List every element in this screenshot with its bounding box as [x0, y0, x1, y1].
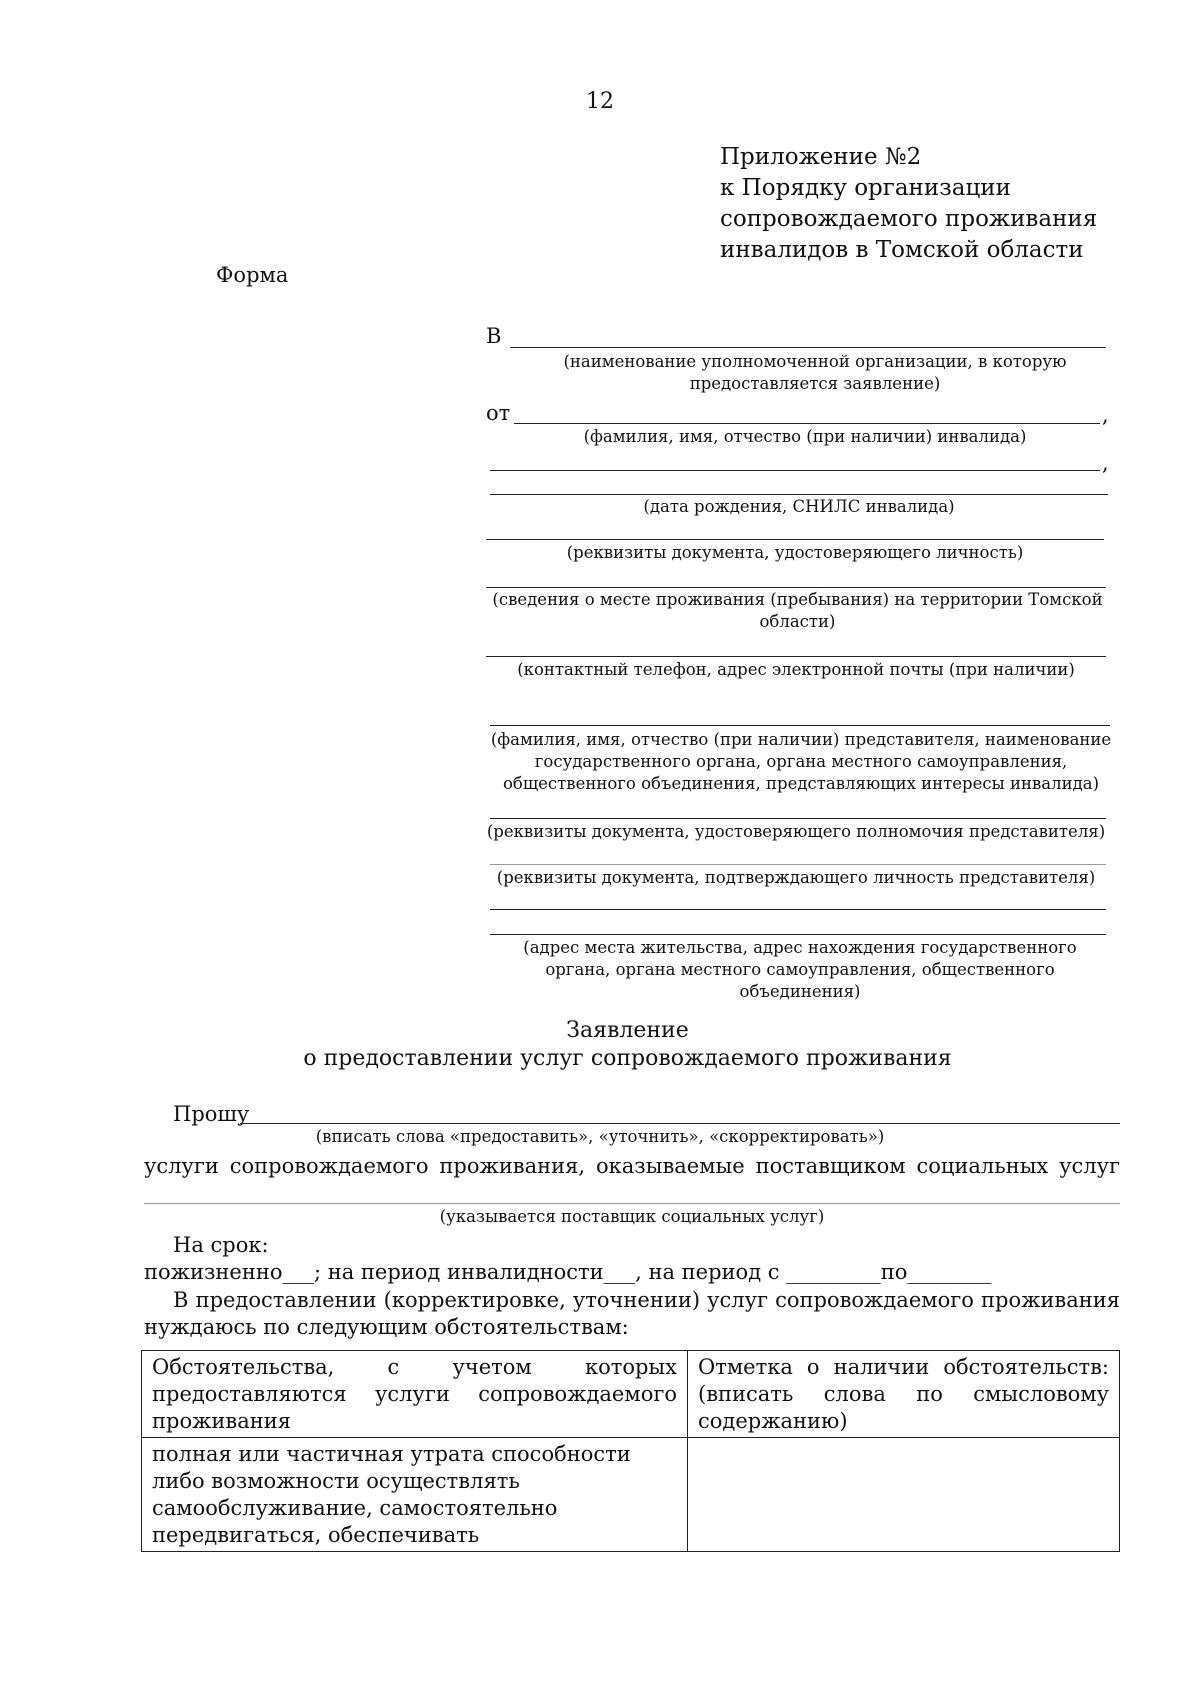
- representative-caption: (фамилия, имя, отчество (при наличии) представителя, наименование государственного органа, органа местного самоуправления, общественного объединения, представляющих интересы инвалида): [490, 730, 1112, 793]
- circumstances-intro: В предоставлении (корректировке, уточнении) услуг сопровождаемого проживания нуждаюсь по следующим обстоятельствам:: [144, 1288, 1120, 1339]
- name-continued-line[interactable]: [490, 470, 1100, 471]
- rep-identity-caption: (реквизиты документа, подтверждающего личность представителя): [496, 868, 1096, 887]
- rep-authority-field-line[interactable]: [490, 818, 1106, 819]
- rep-address-field-line-1[interactable]: [490, 909, 1106, 910]
- page-number: 12: [586, 89, 614, 114]
- appendix-title: Приложение №2: [720, 144, 922, 170]
- rep-authority-caption: (реквизиты документа, удостоверяющего полномочия представителя): [486, 822, 1106, 841]
- comma: ,: [1102, 403, 1109, 427]
- from-field-line[interactable]: [514, 423, 1100, 424]
- id-doc-caption: (реквизиты документа, удостоверяющего личность): [566, 543, 1024, 562]
- comma: ,: [1102, 451, 1109, 475]
- table-row: [142, 1438, 1120, 1552]
- rep-address-caption: (адрес места жительства, адрес нахождения государственного органа, органа местного самоуправления, общественного объединения): [523, 938, 1077, 1001]
- rep-address-field-line-2[interactable]: [490, 934, 1106, 935]
- table-cell-mark[interactable]: [688, 1438, 1120, 1552]
- residence-field-line[interactable]: [486, 587, 1106, 588]
- form-label: Форма: [216, 263, 289, 287]
- contact-field-line[interactable]: [486, 656, 1106, 657]
- services-line: услуги сопровождаемого проживания, оказываемые поставщиком социальных услуг: [144, 1154, 1120, 1178]
- provider-field-line[interactable]: [144, 1203, 1120, 1204]
- statement-subtitle: о предоставлении услуг сопровождаемого проживания: [303, 1046, 952, 1071]
- to-field-line[interactable]: [510, 347, 1106, 348]
- name-caption: (фамилия, имя, отчество (при наличии) инвалида): [583, 427, 1027, 446]
- rep-identity-field-line[interactable]: [490, 864, 1106, 865]
- request-caption: (вписать слова «предоставить», «уточнить», «скорректировать»): [315, 1127, 885, 1146]
- table-header-cell: Отметка о наличии обстоятельств: (вписать слова по смысловому содержанию): [688, 1351, 1120, 1438]
- to-prefix: В: [486, 324, 502, 348]
- table-header-cell: Обстоятельства, с учетом которых предоставляются услуги сопровождаемого проживания: [142, 1351, 688, 1438]
- birth-caption: (дата рождения, СНИЛС инвалида): [643, 497, 955, 516]
- to-caption: (наименование уполномоченной организации, в которую предоставляется заявление): [563, 352, 1067, 393]
- id-doc-field-line[interactable]: [486, 539, 1104, 540]
- table-cell: полная или частичная утрата способности либо возможности осуществлять самообслуживание, самостоятельно передвигаться, обеспечивать: [142, 1438, 688, 1552]
- circumstances-table: [141, 1350, 1120, 1552]
- request-field-line[interactable]: [240, 1123, 1120, 1124]
- representative-field-line[interactable]: [490, 725, 1110, 726]
- from-prefix: от: [486, 401, 511, 425]
- appendix-block: [720, 142, 1097, 266]
- appendix-line: сопровождаемого проживания: [720, 206, 1098, 232]
- provider-caption: (указывается поставщик социальных услуг): [439, 1207, 825, 1226]
- term-line: пожизненно___; на период инвалидности___, на период с _________по________: [144, 1260, 992, 1284]
- contact-caption: (контактный телефон, адрес электронной почты (при наличии): [517, 660, 1075, 679]
- appendix-line: к Порядку организации: [720, 175, 1011, 201]
- term-label: На срок:: [173, 1233, 269, 1257]
- statement-title: Заявление: [566, 1018, 689, 1043]
- table-header-row: [142, 1351, 1120, 1438]
- appendix-line: инвалидов в Томской области: [720, 237, 1084, 263]
- birth-field-line[interactable]: [490, 494, 1108, 495]
- request-prefix: Прошу: [173, 1102, 250, 1126]
- residence-caption: (сведения о месте проживания (пребывания) на территории Томской области): [492, 590, 1103, 631]
